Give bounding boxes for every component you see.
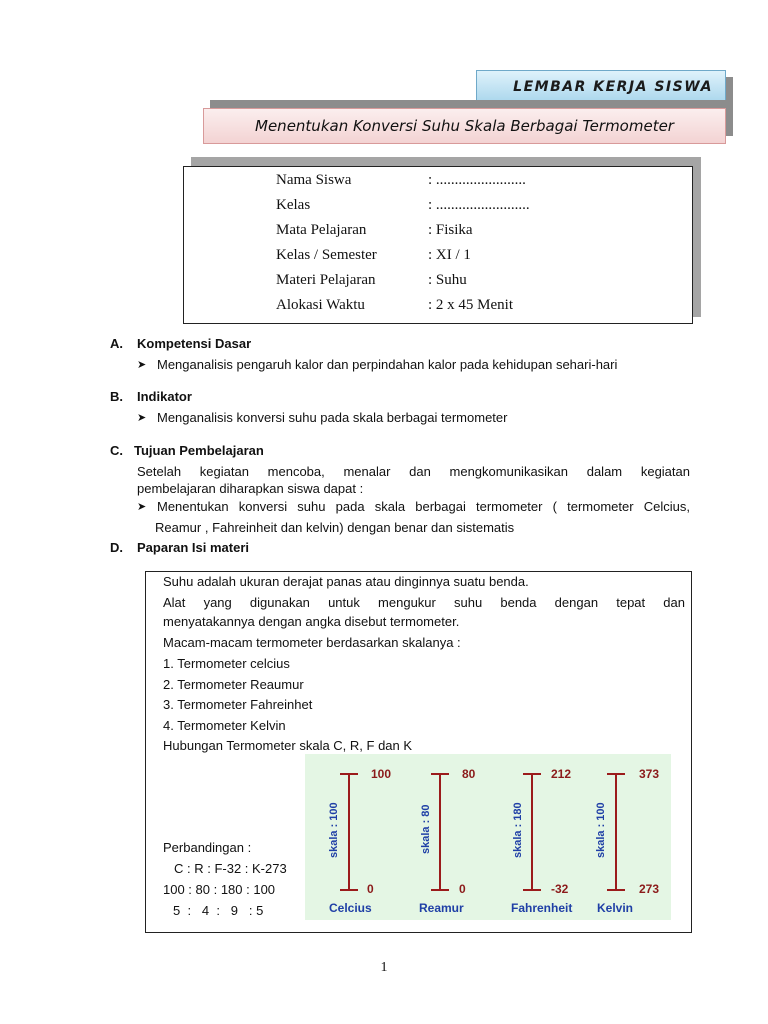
celcius-bottom-value: 0	[367, 882, 374, 896]
celcius-scale-label: skala : 100	[328, 802, 340, 858]
identity-label: Kelas	[276, 197, 311, 213]
fahrenheit-bottom-value: -32	[551, 882, 569, 896]
kelvin-bottom-value: 273	[639, 882, 660, 896]
section-d-heading	[110, 540, 710, 558]
thermometer-svg	[305, 754, 671, 920]
arrow-bullet-icon: ➤	[137, 359, 147, 371]
identity-label: Kelas / Semester	[276, 247, 377, 263]
arrow-bullet-icon: ➤	[137, 412, 147, 424]
identity-value: : .........................	[428, 197, 530, 213]
list-item: 2. Termometer Reaumur	[163, 677, 304, 692]
ratio-line: C : R : F-32 : K-273	[174, 861, 287, 876]
identity-label: Nama Siswa	[276, 172, 352, 188]
kelvin-scale-label: skala : 100	[595, 802, 607, 858]
ratio-label: Perbandingan :	[163, 840, 252, 855]
section-title: Tujuan Pembelajaran	[134, 443, 264, 458]
material-line: menyatakannya dengan angka disebut termometer.	[163, 614, 460, 629]
section-letter: C.	[110, 443, 123, 458]
section-letter: D.	[110, 540, 123, 555]
identity-value: : Suhu	[428, 272, 467, 288]
celcius-top-value: 100	[371, 767, 392, 781]
bullet-text: Menganalisis pengaruh kalor dan perpindahan kalor pada kehidupan sehari-hari	[157, 357, 618, 372]
ratio-line: 5 : 4 : 9 : 5	[173, 903, 264, 918]
identity-label: Materi Pelajaran	[276, 272, 376, 288]
reamur-name: Reamur	[419, 901, 464, 915]
kelvin-top-value: 373	[639, 767, 660, 781]
fahrenheit-scale-label: skala : 180	[512, 802, 524, 858]
topic-banner	[203, 108, 726, 144]
fahrenheit-name: Fahrenheit	[511, 901, 573, 915]
section-letter: A.	[110, 336, 123, 351]
section-c-paragraph-line2: pembelajaran diharapkan siswa dapat :	[137, 481, 364, 496]
list-item: 4. Termometer Kelvin	[163, 718, 286, 733]
identity-value: : Fisika	[428, 222, 473, 238]
section-c-bullet	[137, 499, 690, 517]
identity-value: : XI / 1	[428, 247, 471, 263]
identity-value: : 2 x 45 Menit	[428, 297, 513, 313]
list-item: 3. Termometer Fahreinhet	[163, 697, 313, 712]
thermometer-scales-figure	[305, 754, 671, 920]
section-title: Paparan Isi materi	[137, 540, 249, 555]
ratio-line: 100 : 80 : 180 : 100	[163, 882, 276, 897]
fahrenheit-top-value: 212	[551, 767, 572, 781]
arrow-bullet-icon: ➤	[137, 501, 147, 513]
page-number: 1	[380, 960, 388, 975]
reamur-top-value: 80	[462, 767, 476, 781]
section-title: Indikator	[137, 389, 192, 404]
worksheet-badge-text: LEMBAR KERJA SISWA	[513, 79, 713, 95]
reamur-scale-label: skala : 80	[420, 804, 432, 854]
list-item: 1. Termometer celcius	[163, 656, 290, 671]
section-b-heading	[110, 389, 710, 407]
topic-title: Menentukan Konversi Suhu Skala Berbagai Termometer	[255, 117, 674, 135]
material-line: Macam-macam termometer berdasarkan skalanya :	[163, 635, 461, 650]
section-title: Kompetensi Dasar	[137, 336, 252, 351]
section-a-bullet	[137, 357, 697, 375]
identity-box	[183, 166, 693, 324]
section-b-bullet	[137, 410, 697, 428]
section-c-paragraph-line1: Setelah kegiatan mencoba, menalar dan mengkomunikasikan dalam kegiatan	[137, 464, 690, 479]
celcius-name: Celcius	[329, 901, 372, 915]
reamur-bottom-value: 0	[459, 882, 466, 896]
identity-label: Alokasi Waktu	[276, 297, 365, 313]
bullet-text: Menentukan konversi suhu pada skala berbagai termometer ( termometer Celcius,	[157, 499, 690, 514]
worksheet-badge	[476, 70, 726, 104]
material-line: Alat yang digunakan untuk mengukur suhu benda dengan tepat dan	[163, 595, 685, 610]
section-letter: B.	[110, 389, 123, 404]
section-c-bullet-line2: Reamur , Fahreinheit dan kelvin) dengan benar dan sistematis	[155, 520, 515, 535]
relation-heading: Hubungan Termometer skala C, R, F dan K	[163, 738, 413, 753]
material-line: Suhu adalah ukuran derajat panas atau dinginnya suatu benda.	[163, 574, 529, 589]
bullet-text: Menganalisis konversi suhu pada skala berbagai termometer	[157, 410, 508, 425]
identity-value: : ........................	[428, 172, 526, 188]
section-c-heading	[110, 443, 710, 461]
section-a-heading	[110, 336, 710, 354]
identity-label: Mata Pelajaran	[276, 222, 367, 238]
kelvin-name: Kelvin	[597, 901, 634, 915]
